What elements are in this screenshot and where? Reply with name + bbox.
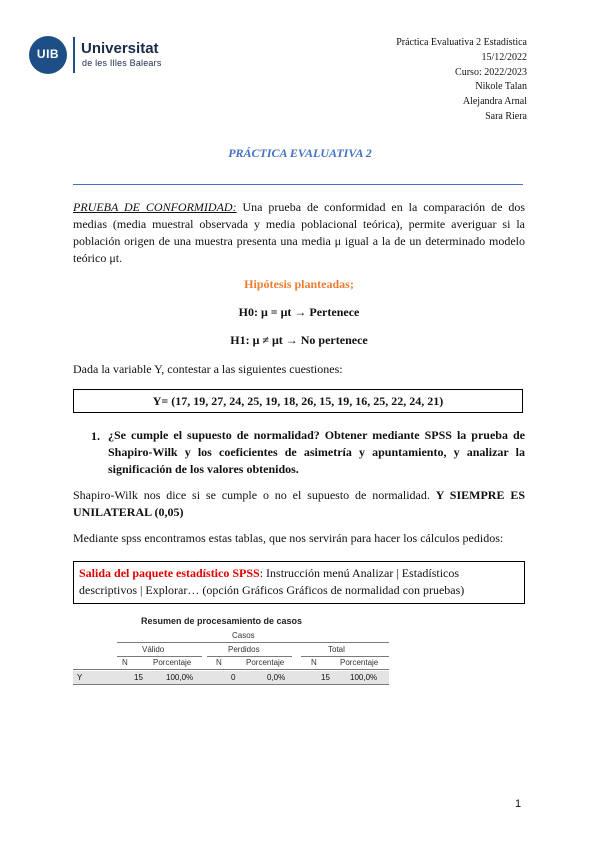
shapiro-text: Shapiro-Wilk nos dice si se cumple o no el supuesto de normalidad. <box>73 488 436 502</box>
intro-label: PRUEBA DE CONFORMIDAD: <box>73 200 237 214</box>
header-line: Sara Riera <box>485 110 527 122</box>
table-row-label: Y <box>77 673 83 682</box>
header-line: Alejandra Arnal <box>462 96 527 108</box>
university-subtitle: de les Illes Balears <box>82 58 162 68</box>
spss-output-box <box>73 561 525 604</box>
table-col-header: N <box>311 658 317 667</box>
document-header-info <box>396 36 527 125</box>
table-subgroup-total: Total <box>328 645 345 654</box>
table-cell: 100,0% <box>350 673 378 682</box>
hypotheses-heading: Hipótesis planteadas; <box>244 277 354 291</box>
table-col-header: Porcentaje <box>340 658 379 667</box>
table-col-header: N <box>216 658 222 667</box>
table-subgroup-perdidos: Perdidos <box>228 645 260 654</box>
table-cell: 15 <box>321 673 330 682</box>
table-col-header: N <box>122 658 128 667</box>
header-line: 15/12/2022 <box>481 51 527 63</box>
variable-box: Y= (17, 19, 27, 24, 25, 19, 18, 26, 15, 19, 16, 25, 22, 24, 21) <box>73 389 523 413</box>
shapiro-paragraph <box>73 487 525 521</box>
table-rule <box>301 656 389 657</box>
page-title: PRÁCTICA EVALUATIVA 2 <box>228 146 372 160</box>
header-line: Nikole Talan <box>475 81 527 93</box>
question-text: ¿Se cumple el supuesto de normalidad? Obtener mediante SPSS la prueba de Shapiro-Wilk y los coeficientes de asimetría y apuntamiento, y analizar la significación de los valores obtenidos. <box>108 428 525 476</box>
table-col-header: Porcentaje <box>246 658 285 667</box>
intro-paragraph <box>73 199 525 267</box>
instruction-text: Dada la variable Y, contestar a las siguientes cuestiones: <box>73 362 343 376</box>
table-rule <box>73 684 389 685</box>
table-col-header: Porcentaje <box>153 658 192 667</box>
table-cell: 0 <box>231 673 236 682</box>
table-rule <box>117 656 202 657</box>
table-rule <box>207 656 292 657</box>
spss-output-label: Salida del paquete estadístico SPSS <box>79 566 260 580</box>
intro-text: Una prueba de conformidad en la comparación de dos medias (media muestral observada y media poblacional teórica), permite averiguar si la población origen de una muestra presenta una media μ igual a la de un determinado modelo teórico μt. <box>73 200 526 265</box>
table-cell: 100,0% <box>166 673 194 682</box>
university-name: Universitat <box>81 40 159 57</box>
table-cell: 0,0% <box>267 673 286 682</box>
table-rule <box>117 642 389 643</box>
table-rule <box>73 669 389 670</box>
mediante-paragraph: Mediante spss encontramos estas tablas, que nos servirán para hacer los cálculos pedidos: <box>73 531 504 545</box>
header-line: Curso: 2022/2023 <box>455 66 527 78</box>
university-logo-badge <box>29 36 67 74</box>
title-divider <box>73 184 523 185</box>
shapiro-bold: Y SIEMPRE ES UNILATERAL (0,05) <box>73 488 526 519</box>
page-number: 1 <box>515 798 522 810</box>
table-subgroup-valido: Válido <box>142 645 165 654</box>
logo-divider <box>73 37 75 73</box>
header-line: Práctica Evaluativa 2 Estadística <box>396 37 527 48</box>
table-cell: 15 <box>134 673 143 682</box>
hypothesis-h0: H0: μ = μt → Pertenece <box>238 305 360 319</box>
spss-output-text: : Instrucción menú Analizar | Estadísticos descriptivos | Explorar… (opción Gráficos Gráficos de normalidad con pruebas) <box>79 566 465 597</box>
spss-table-title: Resumen de procesamiento de casos <box>141 616 303 626</box>
hypothesis-h1: H1: μ ≠ μt → No pertenece <box>230 333 368 347</box>
logo-badge-text: UIB <box>36 47 60 61</box>
table-group-header: Casos <box>232 631 255 640</box>
question-number: 1. <box>91 429 100 443</box>
